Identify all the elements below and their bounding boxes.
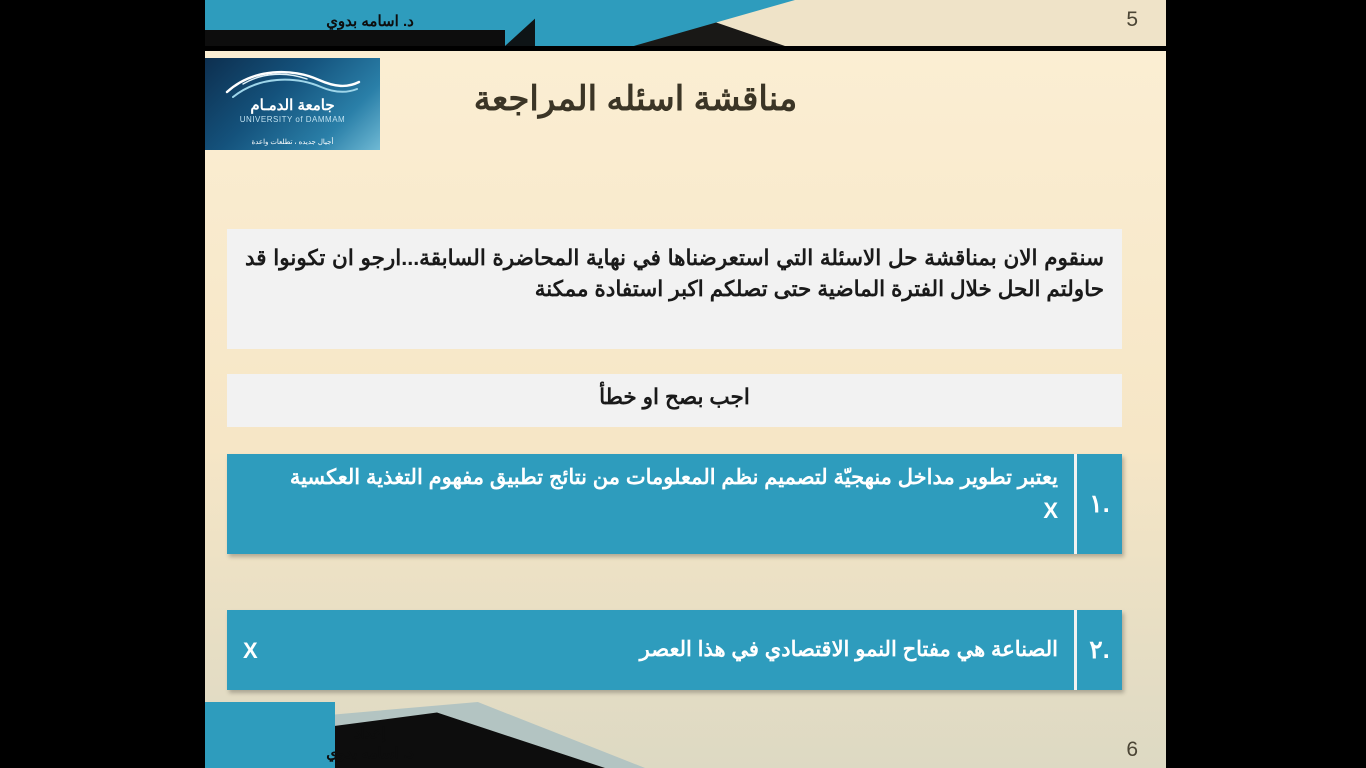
question-number: ٢. bbox=[1074, 610, 1122, 690]
question-answer-line bbox=[243, 494, 1058, 527]
footer-author: د. اسامه بدوي bbox=[326, 744, 414, 762]
logo-name-ar: جامعة الدمـام bbox=[250, 97, 335, 114]
instruction-box: اجب بصح او خطأ bbox=[227, 374, 1122, 427]
previous-slide-sliver bbox=[205, 0, 1166, 46]
question-number: ١. bbox=[1074, 454, 1122, 554]
question-text: الصناعة هي مفتاح النمو الاقتصادي في هذا العصر bbox=[639, 638, 1058, 662]
question-body bbox=[227, 454, 1074, 554]
page-number: 6 bbox=[1126, 738, 1138, 761]
logo-tagline: أجيال جديده ، تطلعات واعدة bbox=[251, 139, 334, 146]
prepared-by-label: إعداد bbox=[354, 724, 386, 742]
current-slide bbox=[205, 51, 1166, 768]
intro-text-box: سنقوم الان بمناقشة حل الاسئلة التي استعرضناها في نهاية المحاضرة السابقة...ارجو ان تكونوا قد حاولتم الحل خلال الفترة الماضية حتى تصلكم اكبر استفادة ممكنة bbox=[227, 229, 1122, 349]
prev-slide-page-number: 5 bbox=[1126, 8, 1138, 31]
page-title: مناقشة اسئله المراجعة bbox=[473, 80, 798, 118]
answer-mark: X bbox=[243, 637, 258, 663]
logo-name-en: UNIVERSITY of DAMMAM bbox=[239, 115, 346, 124]
prev-slide-black-band bbox=[205, 30, 505, 46]
question-row bbox=[227, 610, 1122, 690]
question-body bbox=[227, 610, 1074, 690]
answer-mark: X bbox=[1043, 497, 1058, 523]
slide-footer bbox=[205, 702, 1166, 768]
footer-credit bbox=[205, 724, 535, 765]
question-text-line1: يعتبر تطوير مداخل منهجيّة لتصميم نظم المعلومات من نتائج تطبيق مفهوم التغذية العكسية bbox=[289, 466, 1058, 489]
question-row bbox=[227, 454, 1122, 554]
prev-slide-author: د. اسامه بدوي bbox=[326, 13, 414, 30]
